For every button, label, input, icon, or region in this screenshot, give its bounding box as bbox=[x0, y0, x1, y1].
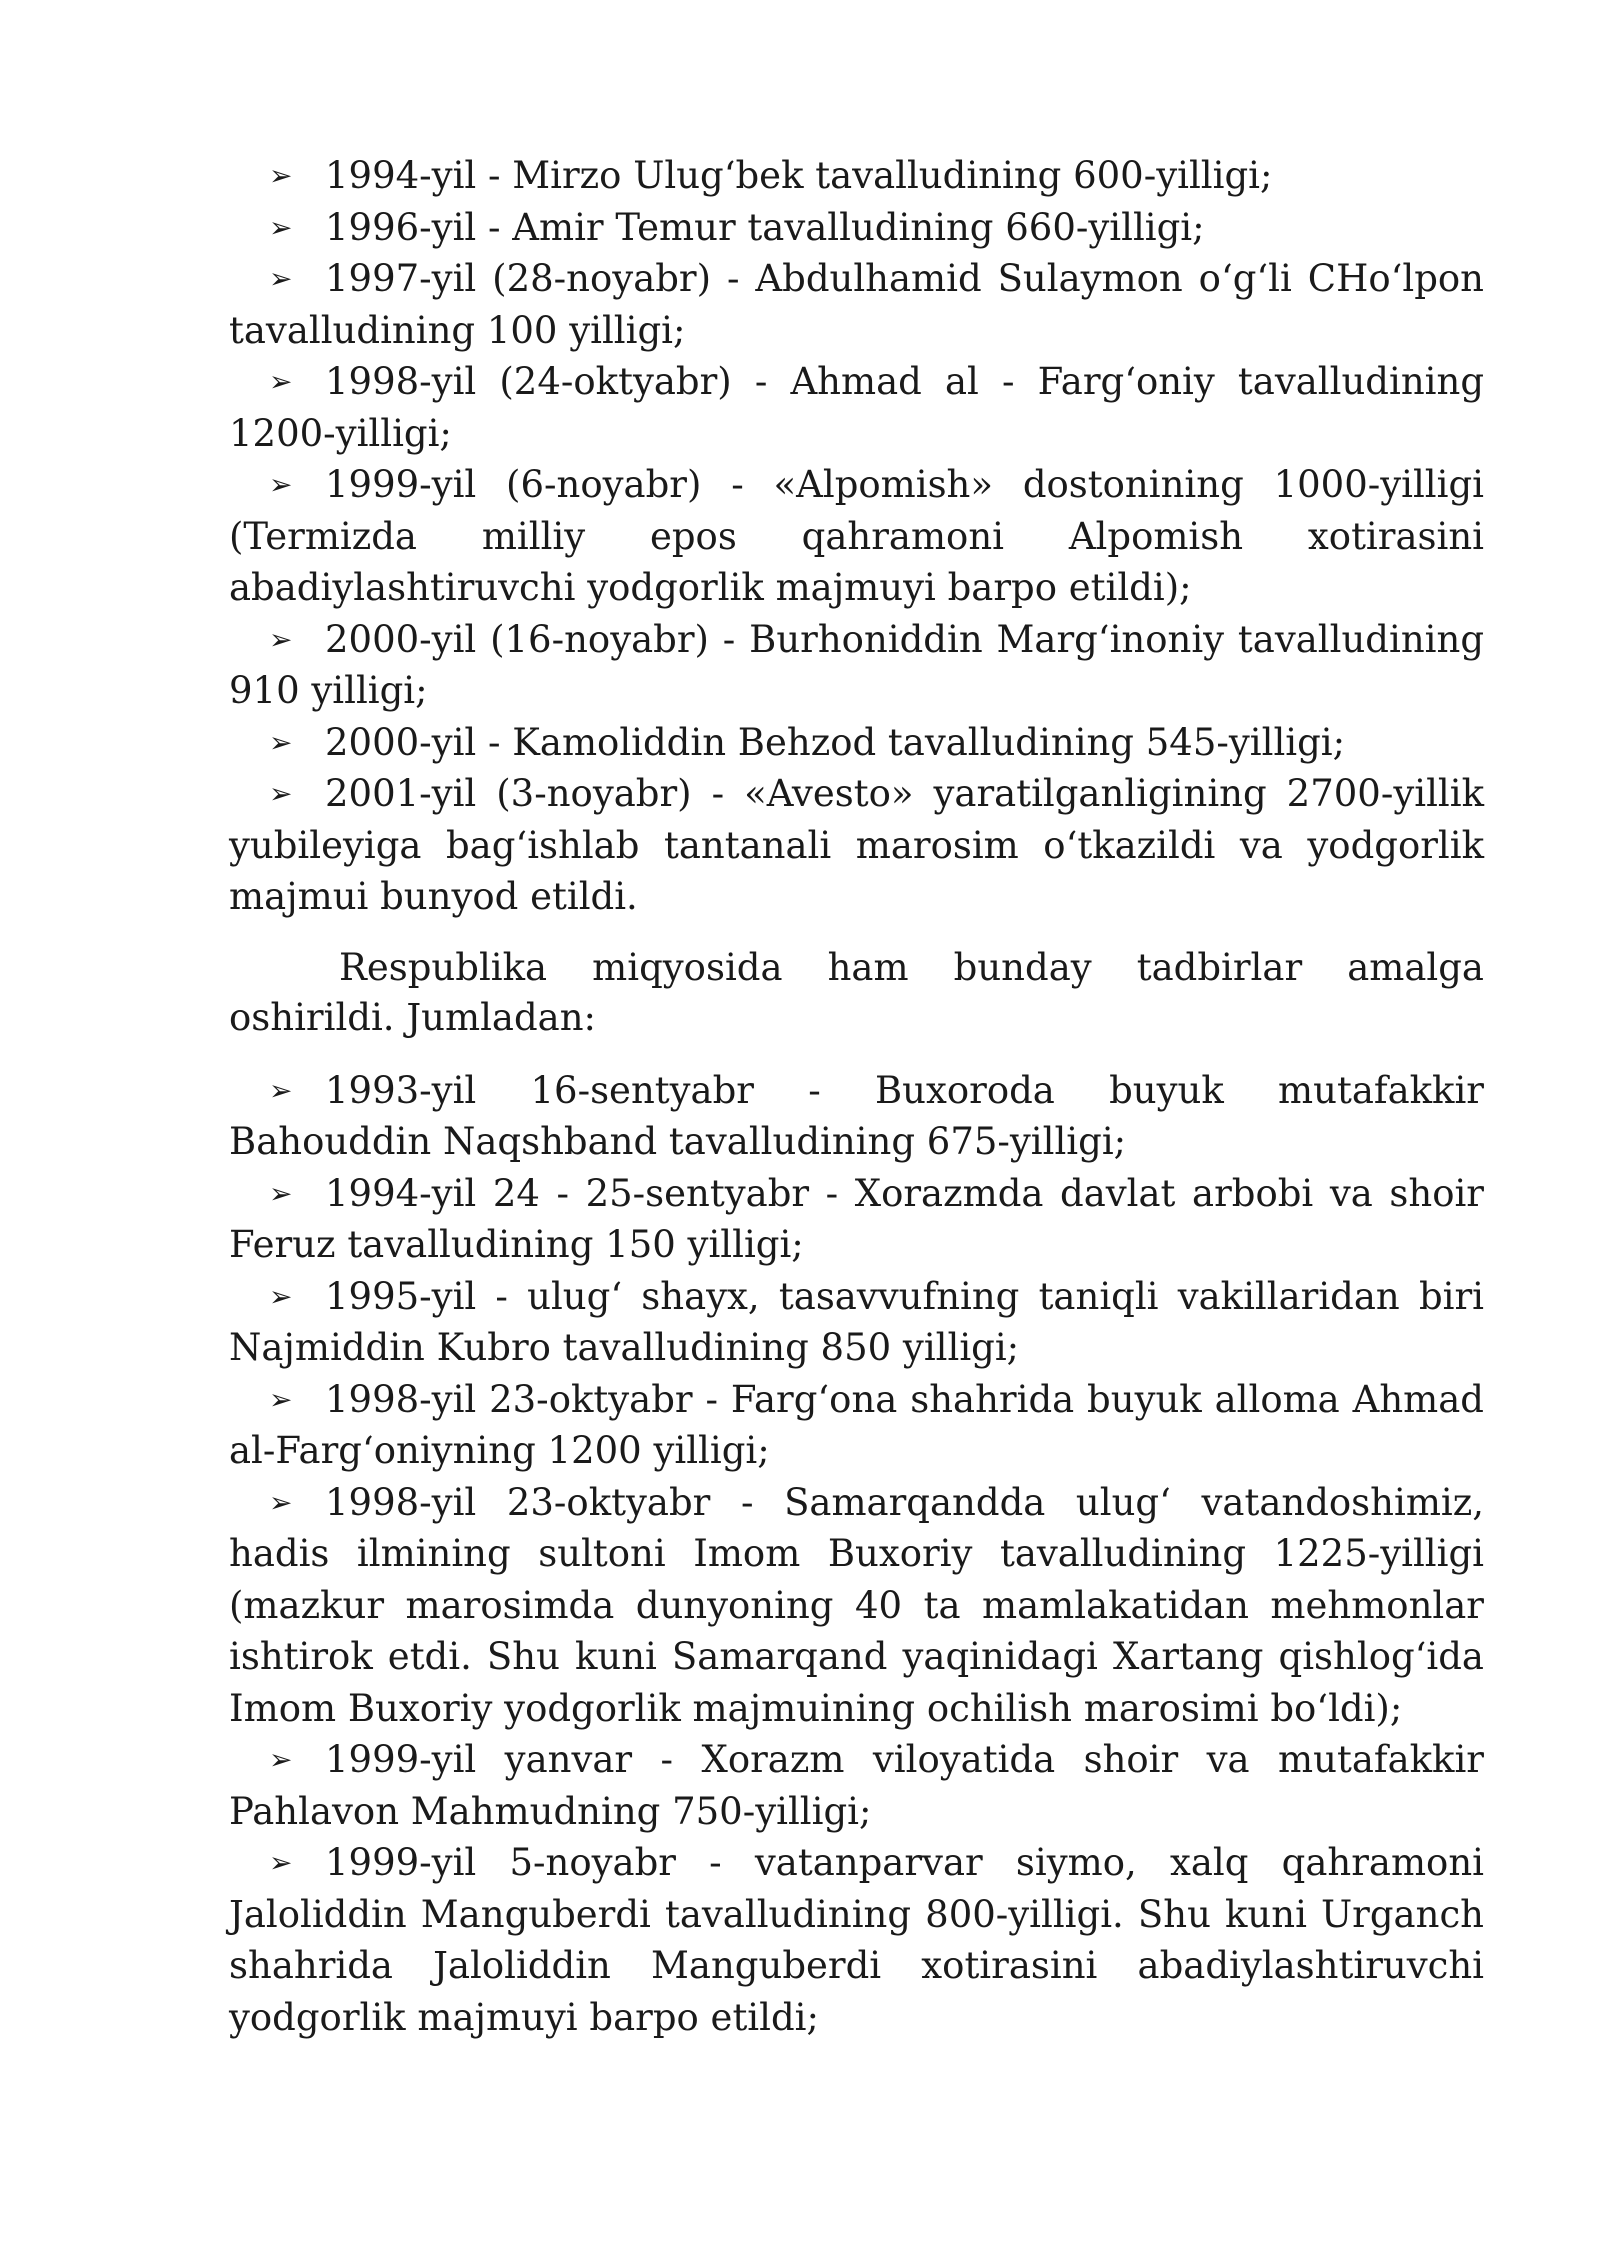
list-item-text: 1994-yil - Mirzo Ulug‘bek tavalludining 600-yilligi; bbox=[325, 154, 1273, 197]
list-item bbox=[229, 717, 1484, 769]
document-page bbox=[229, 150, 1484, 2043]
body-paragraph: Respublika miqyosida ham bunday tadbirlar amalga oshirildi. Jumladan: bbox=[229, 945, 1484, 1039]
list-item bbox=[229, 1271, 1484, 1374]
list-item bbox=[229, 1837, 1484, 2043]
list-item bbox=[229, 1734, 1484, 1837]
list-item bbox=[229, 202, 1484, 254]
list-item-text: 1999-yil yanvar - Xorazm viloyatida shoir va mutafakkir Pahlavon Mahmudning 750-yilligi; bbox=[229, 1738, 1484, 1833]
list-item bbox=[229, 253, 1484, 356]
list-item-text: 1998-yil (24-oktyabr) - Ahmad al - Farg‘oniy tavalludining 1200-yilligi; bbox=[229, 360, 1484, 455]
list-item bbox=[229, 768, 1484, 923]
list-item-text: 1998-yil 23-oktyabr - Samarqandda ulug‘ vatandoshimiz, hadis ilmining sultoni Imom Buxoriy tavalludining 1225-yilligi (mazkur marosimda dunyoning 40 ta mamlakatidan mehmonlar ishtirok etdi. Shu kuni Samarqand yaqinidagi Xartang qishlog‘ida Imom Buxoriy yodgorlik majmuining ochilish marosimi bo‘ldi); bbox=[229, 1480, 1484, 1730]
arrowhead-bullet-icon: ➢ bbox=[269, 468, 293, 501]
arrowhead-bullet-icon: ➢ bbox=[269, 1382, 293, 1416]
list-item bbox=[229, 1374, 1484, 1477]
arrowhead-bullet-icon: ➢ bbox=[269, 622, 293, 656]
list-item bbox=[229, 614, 1484, 717]
list-item bbox=[229, 356, 1484, 459]
arrowhead-bullet-icon: ➢ bbox=[269, 159, 293, 192]
arrowhead-bullet-icon: ➢ bbox=[269, 1073, 293, 1107]
list-item-text: 1999-yil (6-noyabr) - «Alpomish» dostonining 1000-yilligi (Termizda milliy epos qahramoni Alpomish xotirasini abadiylashtiruvchi yodgorlik majmuyi barpo etildi); bbox=[229, 463, 1484, 609]
list-item bbox=[229, 459, 1484, 614]
arrowhead-bullet-icon: ➢ bbox=[269, 1846, 293, 1879]
arrowhead-bullet-icon: ➢ bbox=[269, 1176, 293, 1210]
list-item-text: 1995-yil - ulug‘ shayx, tasavvufning taniqli vakillaridan biri Najmiddin Kubro tavalludining 850 yilligi; bbox=[229, 1274, 1484, 1369]
anniversaries-list bbox=[229, 150, 1484, 923]
arrowhead-bullet-icon: ➢ bbox=[269, 1743, 293, 1776]
list-item bbox=[229, 1168, 1484, 1271]
republic-events-list bbox=[229, 1065, 1484, 2044]
arrowhead-bullet-icon: ➢ bbox=[269, 210, 293, 244]
list-item-text: 1998-yil 23-oktyabr - Farg‘ona shahrida buyuk alloma Ahmad al-Farg‘oniyning 1200 yilligi; bbox=[229, 1377, 1484, 1472]
list-item-text: 2001-yil (3-noyabr) - «Avesto» yaratilganligining 2700-yillik yubileyiga bag‘ishlab tantanali marosim o‘tkazildi va yodgorlik majmui bunyod etildi. bbox=[229, 772, 1484, 918]
list-item-text: 2000-yil (16-noyabr) - Burhoniddin Marg‘inoniy tavalludining 910 yilligi; bbox=[229, 617, 1484, 712]
list-item-text: 1993-yil 16-sentyabr - Buxoroda buyuk mutafakkir Bahouddin Naqshband tavalludining 675-yilligi; bbox=[229, 1068, 1484, 1163]
arrowhead-bullet-icon: ➢ bbox=[269, 725, 293, 759]
arrowhead-bullet-icon: ➢ bbox=[269, 1279, 293, 1313]
arrowhead-bullet-icon: ➢ bbox=[269, 1485, 293, 1519]
arrowhead-bullet-icon: ➢ bbox=[269, 365, 293, 398]
list-item bbox=[229, 1477, 1484, 1735]
list-item-text: 1997-yil (28-noyabr) - Abdulhamid Sulaymon o‘g‘li CHo‘lpon tavalludining 100 yilligi; bbox=[229, 257, 1484, 352]
arrowhead-bullet-icon: ➢ bbox=[269, 262, 293, 295]
list-item-text: 1999-yil 5-noyabr - vatanparvar siymo, xalq qahramoni Jaloliddin Manguberdi tavalludining 800-yilligi. Shu kuni Urganch shahrida Jaloliddin Manguberdi xotirasini abadiylashtiruvchi yodgorlik majmuyi barpo etildi; bbox=[229, 1841, 1484, 2039]
list-item bbox=[229, 150, 1484, 202]
list-item-text: 1994-yil 24 - 25-sentyabr - Xorazmda davlat arbobi va shoir Feruz tavalludining 150 yilligi; bbox=[229, 1171, 1484, 1266]
list-item-text: 2000-yil - Kamoliddin Behzod tavalludining 545-yilligi; bbox=[325, 720, 1346, 764]
list-item bbox=[229, 1065, 1484, 1168]
arrowhead-bullet-icon: ➢ bbox=[269, 777, 293, 810]
list-item-text: 1996-yil - Amir Temur tavalludining 660-yilligi; bbox=[325, 205, 1205, 249]
